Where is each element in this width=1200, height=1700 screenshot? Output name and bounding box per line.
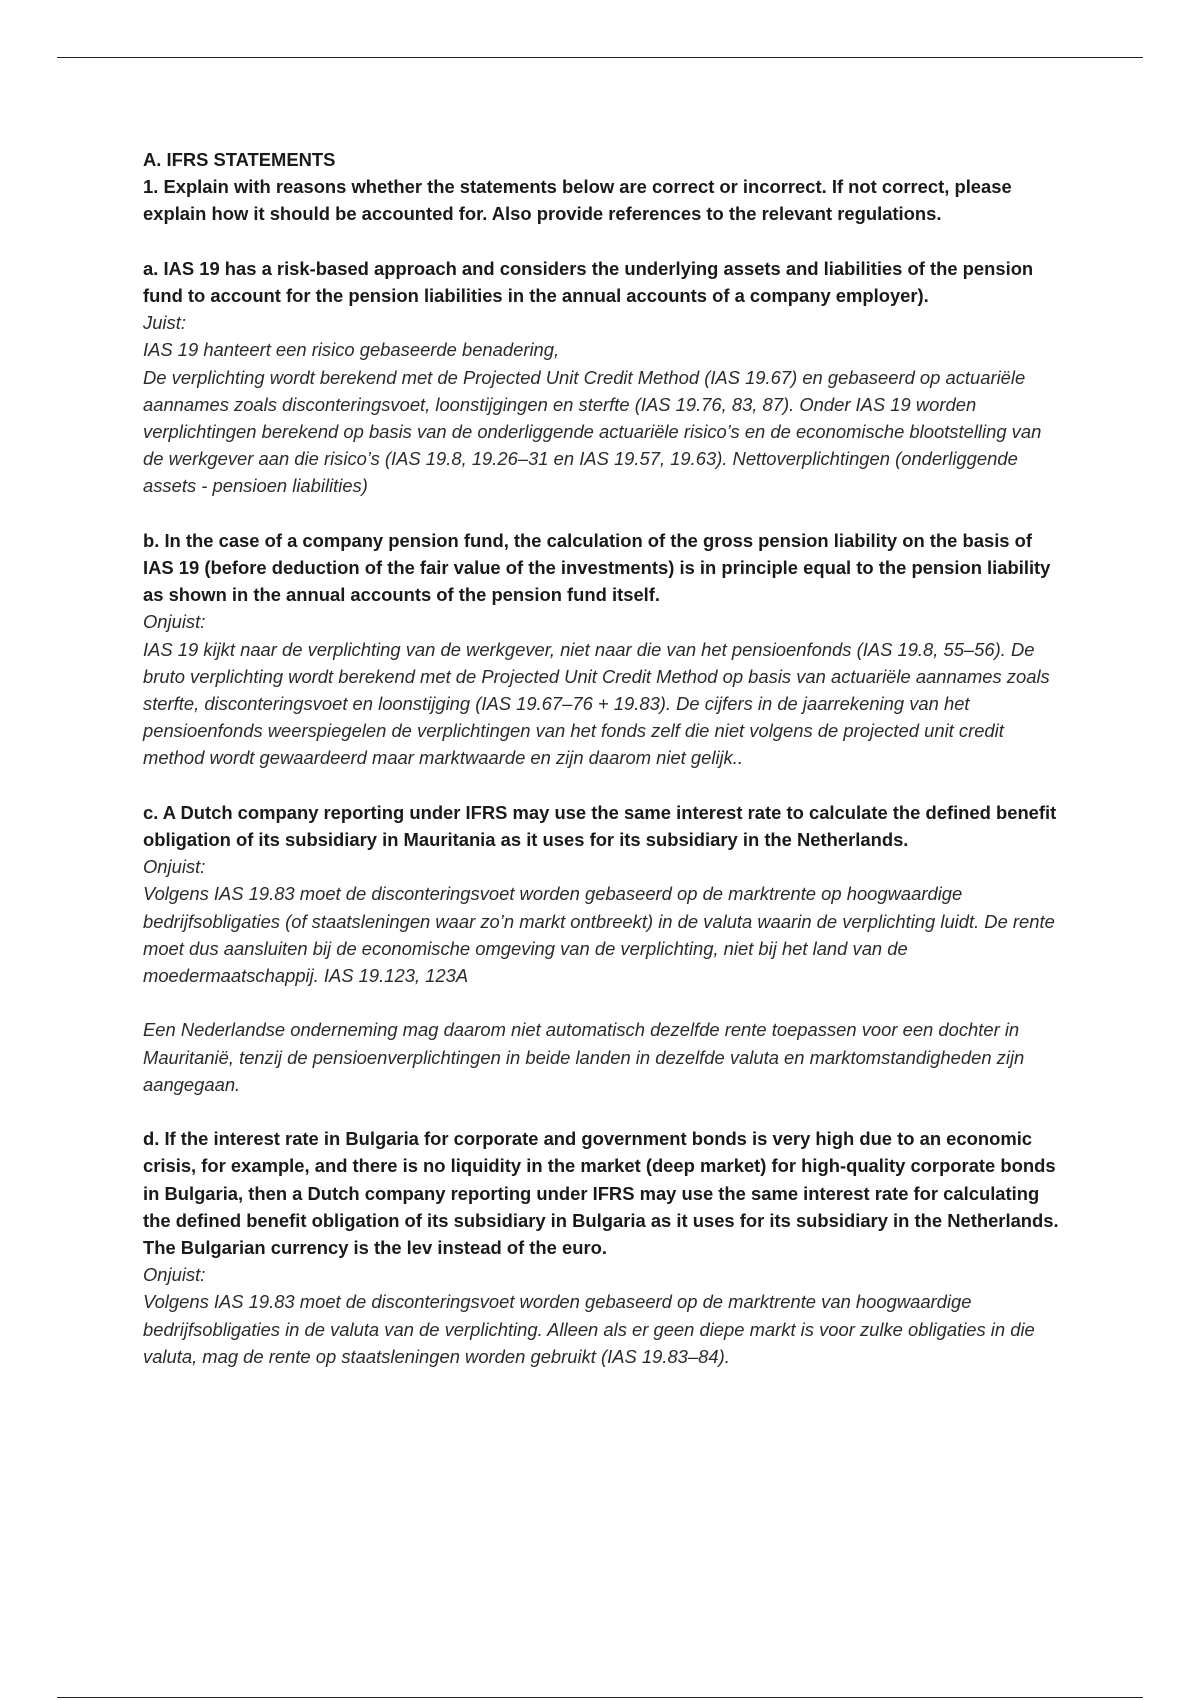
spacer: [143, 772, 1063, 799]
question-a-statement: a. IAS 19 has a risk-based approach and considers the underlying assets and liabilities of the pension fund to account for the pension liabilities in the annual accounts of a company employer).: [143, 257, 1034, 306]
spacer: [143, 228, 1063, 255]
question-d-answer: Volgens IAS 19.83 moet de disconteringsvoet worden gebaseerd op de marktrente van hoogwaardige bedrijfsobligaties in de valuta van de verplichting. Alleen als er geen diepe markt is voor zulke obligaties in die valuta, mag de rente op staatsleningen worden gebruikt (IAS 19.83–84).: [143, 1291, 1035, 1367]
section-title: A. IFRS STATEMENTS: [143, 149, 336, 170]
question-d-verdict: Onjuist:: [143, 1264, 206, 1286]
spacer: [143, 500, 1063, 527]
question-d-statement: d. If the interest rate in Bulgaria for corporate and government bonds is very high due to an economic crisis, for example, and there is no liquidity in the market (deep market) for high-quality corporate bonds in Bulgaria, then a Dutch company reporting under IFRS may use the same interest rate for calculating the defined benefit obligation of its subsidiary in Bulgaria as it uses for its subsidiary in the Netherlands. The Bulgarian currency is the lev instead of the euro.: [143, 1128, 1059, 1259]
question-b-statement: b. In the case of a company pension fund, the calculation of the gross pension liability on the basis of IAS 19 (before deduction of the fair value of the investments) is in principle equal to the pension liability as shown in the annual accounts of the pension fund itself.: [143, 529, 1051, 606]
document-body: [143, 146, 1063, 1370]
question-a-answer-line-2: De verplichting wordt berekend met de Projected Unit Credit Method (IAS 19.67) en gebaseerd op actuariële aannames zoals disconteringsvoet, loonstijgingen en sterfte (IAS 19.76, 83, 87). Onder IAS 19 worden verplichtingen berekend op basis van de onderliggende actuariële risico’s en de economische blootstelling van de werkgever aan die risico’s (IAS 19.8, 19.26–31 en IAS 19.57, 19.63). Nettoverplichtingen (onderliggende assets - pensioen liabilities): [143, 366, 1042, 497]
question-a-verdict: Juist:: [143, 312, 186, 334]
spacer: [143, 1098, 1063, 1125]
spacer: [143, 989, 1063, 1016]
instruction-text: 1. Explain with reasons whether the statements below are correct or incorrect. If not correct, please explain how it should be accounted for. Also provide references to the relevant regulations.: [143, 176, 1012, 225]
question-b-verdict: Onjuist:: [143, 611, 206, 633]
question-c-statement: c. A Dutch company reporting under IFRS may use the same interest rate to calculate the defined benefit obligation of its subsidiary in Mauritania as it uses for its subsidiary in the Netherlands.: [143, 801, 1057, 851]
question-b-answer: IAS 19 kijkt naar de verplichting van de werkgever, niet naar die van het pensioenfonds (IAS 19.8, 55–56). De bruto verplichting wordt berekend met de Projected Unit Credit Method op basis van actuariële aannames zoals sterfte, disconteringsvoet en loonstijging (IAS 19.67–76 + 19.83). De cijfers in de jaarrekening van het pensioenfonds weerspiegelen de verplichtingen van het fonds zelf die niet volgens de projected unit credit method wordt gewaardeerd maar marktwaarde en zijn daarom niet gelijk..: [143, 638, 1050, 769]
question-a-answer-line-1: IAS 19 hanteert een risico gebaseerde benadering,: [143, 339, 560, 361]
question-c-answer-paragraph-1: Volgens IAS 19.83 moet de disconteringsvoet worden gebaseerd op de marktrente op hoogwaardige bedrijfsobligaties (of staatsleningen waar zo’n markt ontbreekt) in de valuta waarin de verplichting luidt. De rente moet dus aansluiten bij de economische omgeving van de verplichting, niet bij het land van de moedermaatschappij. IAS 19.123, 123A: [143, 883, 1055, 987]
question-c-verdict: Onjuist:: [143, 856, 206, 878]
footer-rule: [57, 1697, 1143, 1698]
header-rule: [57, 57, 1143, 58]
question-c-answer-paragraph-2: Een Nederlandse onderneming mag daarom niet automatisch dezelfde rente toepassen voor een dochter in Mauritanië, tenzij de pensioenverplichtingen in beide landen in dezelfde valuta en marktomstandigheden zijn aangegaan.: [143, 1019, 1025, 1095]
